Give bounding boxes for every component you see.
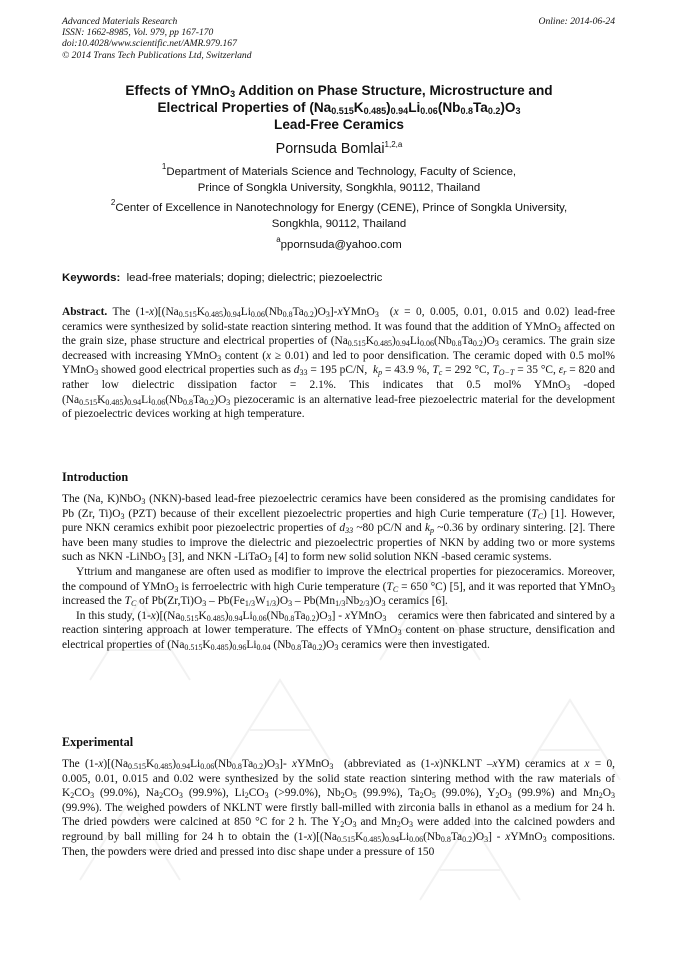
introduction-heading: Introduction [62, 470, 129, 484]
affiliation-2: $^2$Center of Excellence in Nanotechnology for Energy (CENE), Prince of Songkla University, Songkhla, 90112, Thailand [110, 198, 568, 230]
copyright-line: © 2014 Trans Tech Publications Ltd, Switzerland [62, 49, 252, 61]
journal-header [62, 16, 252, 61]
keywords: Keywords: lead-free materials; doping; dielectric; piezoelectric [62, 272, 383, 284]
affiliation-1: $^1$Department of Materials Science and Technology, Faculty of Science, Prince of Songkla University, Songkhla, 90112, Thailand [161, 162, 517, 194]
author-email[interactable]: $^a$ppornsuda@yahoo.com [276, 235, 402, 251]
issn-line: ISSN: 1662-8985, Vol. 979, pp 167-170 [62, 27, 214, 39]
journal-name: Advanced Materials Research [62, 16, 178, 27]
author-name: Pornsuda Bomlai$^{1,2,a}$ [275, 140, 403, 157]
experimental-text: The $(1-x)[(Na_{0.515}K_{0.485})_{0.94}Li_{0.06}(Nb_{0.8}Ta_{0.2})O_3]-$ xYMnO$_3$ (abbreviated as (1-x)NKLNT –xYM) ceramics at x = 0, 0.005, 0.01, 0.015 and 0.02 were synthesized by the solid state reaction sintering method with the raw materials of $K_2CO_3$ (99.0%), $Na_2CO_3$ (99.9%), $Li_2CO_3$ (>99.0%), $Nb_2O_5$ (99.9%), $Ta_2O_5$ (99.0%), $Y_2O_3$ (99.9%) and $Mn_2O_3$ (99.9%). The weighed powders of NKLNT were firstly ball-milled with zirconia balls in ethanol as a medium for 24 h. The dried powders were calcined at 850 °C for 2 h. The $Y_2O_3$ and $Mn_2O_3$ were added into the calcined powders and reground by ball milling for 24 h to obtain the $(1-x)[(Na_{0.515}K_{0.485})_{0.94}Li_{0.06}(Nb_{0.8}Ta_{0.2})O_3]$ - xYMnO$_3$ compositions. Then, the powders were dried and pressed into disc shape under a pressure of 150 [62, 758, 615, 858]
doi-link[interactable]: doi:10.4028/www.scientific.net/AMR.979.167 [62, 38, 237, 50]
introduction-text: The (Na, K)NbO$_3$ (NKN)-based lead-free piezoelectric ceramics have been considered as the promising candidates for Pb (Zr, $Ti)O_3$ (PZT) because of their excellent piezoelectric properties and high Curie temperature $(T_C)$ [1]. However, pure NKN ceramics exhibit poor piezoelectric properties of $d_{33}$ ~80 pC/N and $k_p$ ~0.36 by ordinary sintering. [2]. There have been many studies to improve the dielectric and piezoelectric properties of NKN by adding two or more systems such as NKN -LiNbO$_3$ [3], and NKN -LiTaO$_3$ [4] to form new solid solution NKN -based ceramic systems. Yttrium and manganese are often used as modifier to improve the electrical properties for piezoceramics. Moreover, the compound of YMnO$_3$ is ferroelectric with high Curie temperature ($T_C = 650$ °C) [5], and it was reported that YMnO$_3$ increased the $T_C$ of $Pb(Zr,Ti)O_3 - Pb(Fe_{1/3}W_{1/3})O_3 - Pb(Mn_{1/3}Nb_{2/3})O_3$ ceramics [6]. In this study, $(1-x)[(Na_{0.515}K_{0.485})_{0.94}Li_{0.06}(Nb_{0.8}Ta_{0.2})O_3]$ - xYMnO$_3$ ceramics were then fabricated and sintered by a reaction sintering approach at lower temperature. The effects of YMnO$_3$ content on phase structure, densification and electrical properties of $(Na_{0.515}K_{0.485})_{0.96}Li_{0.04}$ $(Nb_{0.8}Ta_{0.2})O_3$ ceramics were then investigated. [62, 493, 615, 652]
paper-title: Effects of YMnO$_3$ Addition on Phase Structure, Microstructure and Electrical Properties of $(Na_{0.515}K_{0.485})_{0.94}Li_{0.06}(Nb_{0.8}Ta_{0.2})O_3$ Lead-Free Ceramics [125, 83, 553, 132]
abstract: Abstract. The $(1-x)[(Na_{0.515}K_{0.485})_{0.94}Li_{0.06}(Nb_{0.8}Ta_{0.2})O_3]-xYMnO_3$ (x = 0, 0.005, 0.01, 0.015 and 0.02) lead-free ceramics were synthesized by solid-state reaction sintering method. It was found that the addition of YMnO$_3$ affected on the grain size, phase structure and electrical properties of $(Na_{0.515}K_{0.485})_{0.94}Li_{0.06}(Nb_{0.8}Ta_{0.2})O_3$ ceramics. The grain size decreased with increasing YMnO$_3$ content (x ≥ 0.01) and led to poor densification. The ceramic doped with 0.5 mol% YMnO$_3$ showed good electrical properties such as $d_{33} = 195$ pC/N, $k_p = 43.9$ %, $T_c = 292$ °C, $T_{O-T} = 35$ °C, $\varepsilon_r = 820$ and rather low dielectric dissipation factor = 2.1%. This indicates that 0.5 mol% YMnO$_3$ -doped $(Na_{0.515}K_{0.485})_{0.94}Li_{0.06}(Nb_{0.8}Ta_{0.2})O_3$ piezoceramic is an alternative lead-free piezoelectric material for the development of piezoelectric devices working at high temperature. [62, 306, 616, 421]
experimental-heading: Experimental [62, 735, 134, 749]
online-date: Online: 2014-06-24 [538, 16, 615, 27]
